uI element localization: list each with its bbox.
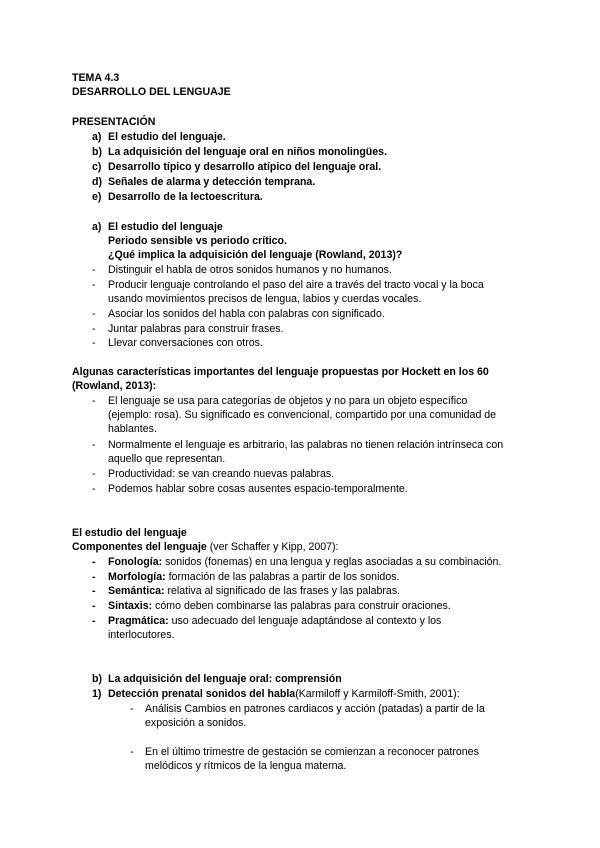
componentes-subheading-bold: Componentes del lenguaje [72,541,207,553]
dash-bullet: - [92,264,96,276]
list-item-continuation: aquello que representan. [108,453,226,465]
dash-bullet: - [92,600,96,612]
list-item: La adquisición del lenguaje oral en niños monolingües. [108,146,388,158]
list-item: Asociar los sonidos del habla con palabras con significado. [108,308,385,320]
dash-bullet: - [92,337,96,349]
dash-bullet: - [130,746,134,758]
dash-bullet: - [92,468,96,480]
list-item-continuation: melódicos y rítmicos de la lengua materna. [145,760,347,772]
section-b-heading: La adquisición del lenguaje oral: comprensión [108,673,342,685]
dash-bullet: - [92,483,96,495]
list-item: Productividad: se van creando nuevas palabras. [108,468,335,480]
term: Morfología: [108,571,166,583]
hockett-heading: (Rowland, 2013): [72,380,157,392]
numbered-heading-ref: (Karmiloff y Karmiloff-Smith, 2001): [295,688,460,700]
section-a-subheading: ¿Qué implica la adquisición del lenguaje (Rowland, 2013)? [108,249,403,261]
hockett-heading: Algunas características importantes del lenguaje propuestas por Hockett en los 60 [72,366,489,378]
list-item: Análisis Cambios en patrones cardiacos y acción (patadas) a partir de la [145,703,485,715]
list-item: Desarrollo de la lectoescritura. [108,191,263,203]
list-item-continuation: usando movimientos precisos de lengua, labios y cuerdas vocales. [108,293,422,305]
section-a-heading: El estudio del lenguaje [108,221,223,233]
dash-bullet: - [92,615,96,627]
term-desc: sonidos (fonemas) en una lengua y reglas asociadas a su combinación. [162,556,502,568]
list-item: Desarrollo típico y desarrollo atípico del lenguaje oral. [108,161,382,173]
section-a-subheading: Periodo sensible vs periodo crítico. [108,235,287,247]
dash-bullet: - [92,395,96,407]
term-desc: formación de las palabras a partir de los sonidos. [165,571,400,583]
dash-bullet: - [92,308,96,320]
list-label: b) [92,146,102,158]
componentes-section-heading: El estudio del lenguaje [72,527,187,539]
term: Pragmática: [108,615,169,627]
componentes-subheading-ref: (ver Schaffer y Kipp, 2007): [206,541,339,553]
list-item-continuation: hablantes. [108,423,157,435]
doc-title-line1: TEMA 4.3 [72,72,120,84]
list-item: Juntar palabras para construir frases. [108,323,284,335]
list-item [108,600,451,613]
dash-bullet: - [130,703,134,715]
list-item: El lenguaje se usa para categorías de objetos y no para un objeto específico [108,395,468,407]
list-label: e) [92,191,102,203]
dash-bullet: - [92,585,96,597]
section-label: b) [92,673,102,685]
term-desc: cómo deben combinarse las palabras para construir oraciones. [152,600,451,612]
presentacion-heading: PRESENTACIÓN [72,116,156,128]
numbered-heading [108,688,460,701]
list-item: Señales de alarma y detección temprana. [108,176,316,188]
list-item: En el último trimestre de gestación se comienzan a reconocer patrones [145,746,479,758]
list-label: c) [92,161,102,173]
term: Semántica: [108,585,165,597]
list-item: Podemos hablar sobre cosas ausentes espacio-temporalmente. [108,483,408,495]
list-item-continuation: exposición a sonidos. [145,717,247,729]
numbered-heading-bold: Detección prenatal sonidos del habla [108,688,296,700]
term: Sintaxis: [108,600,153,612]
list-label: d) [92,176,102,188]
section-label: a) [92,221,102,233]
list-item-continuation: interlocutores. [108,629,175,641]
dash-bullet: - [92,323,96,335]
list-item [108,556,501,569]
doc-title-line2: DESARROLLO DEL LENGUAJE [72,86,231,98]
term: Fonología: [108,556,163,568]
list-item-continuation: (ejemplo: rosa). Su significado es convencional, compartido por una comunidad de [108,409,497,421]
numbered-label: 1) [92,688,102,700]
list-item [108,615,441,628]
list-label: a) [92,131,102,143]
dash-bullet: - [92,571,96,583]
list-item: Producir lenguaje controlando el paso del aire a través del tracto vocal y la boca [108,279,484,291]
term-desc: relativa al significado de las frases y las palabras. [164,585,401,597]
list-item [108,585,400,598]
dash-bullet: - [92,439,96,451]
list-item: Distinguir el habla de otros sonidos humanos y no humanos. [108,264,392,276]
componentes-subheading [72,541,339,554]
list-item: Llevar conversaciones con otros. [108,337,263,349]
list-item: Normalmente el lenguaje es arbitrario, las palabras no tienen relación intrínseca con [108,439,504,451]
term-desc: uso adecuado del lenguaje adaptándose al contexto y los [168,615,442,627]
dash-bullet: - [92,279,96,291]
list-item: El estudio del lenguaje. [108,131,226,143]
list-item [108,571,399,584]
dash-bullet: - [92,556,96,568]
